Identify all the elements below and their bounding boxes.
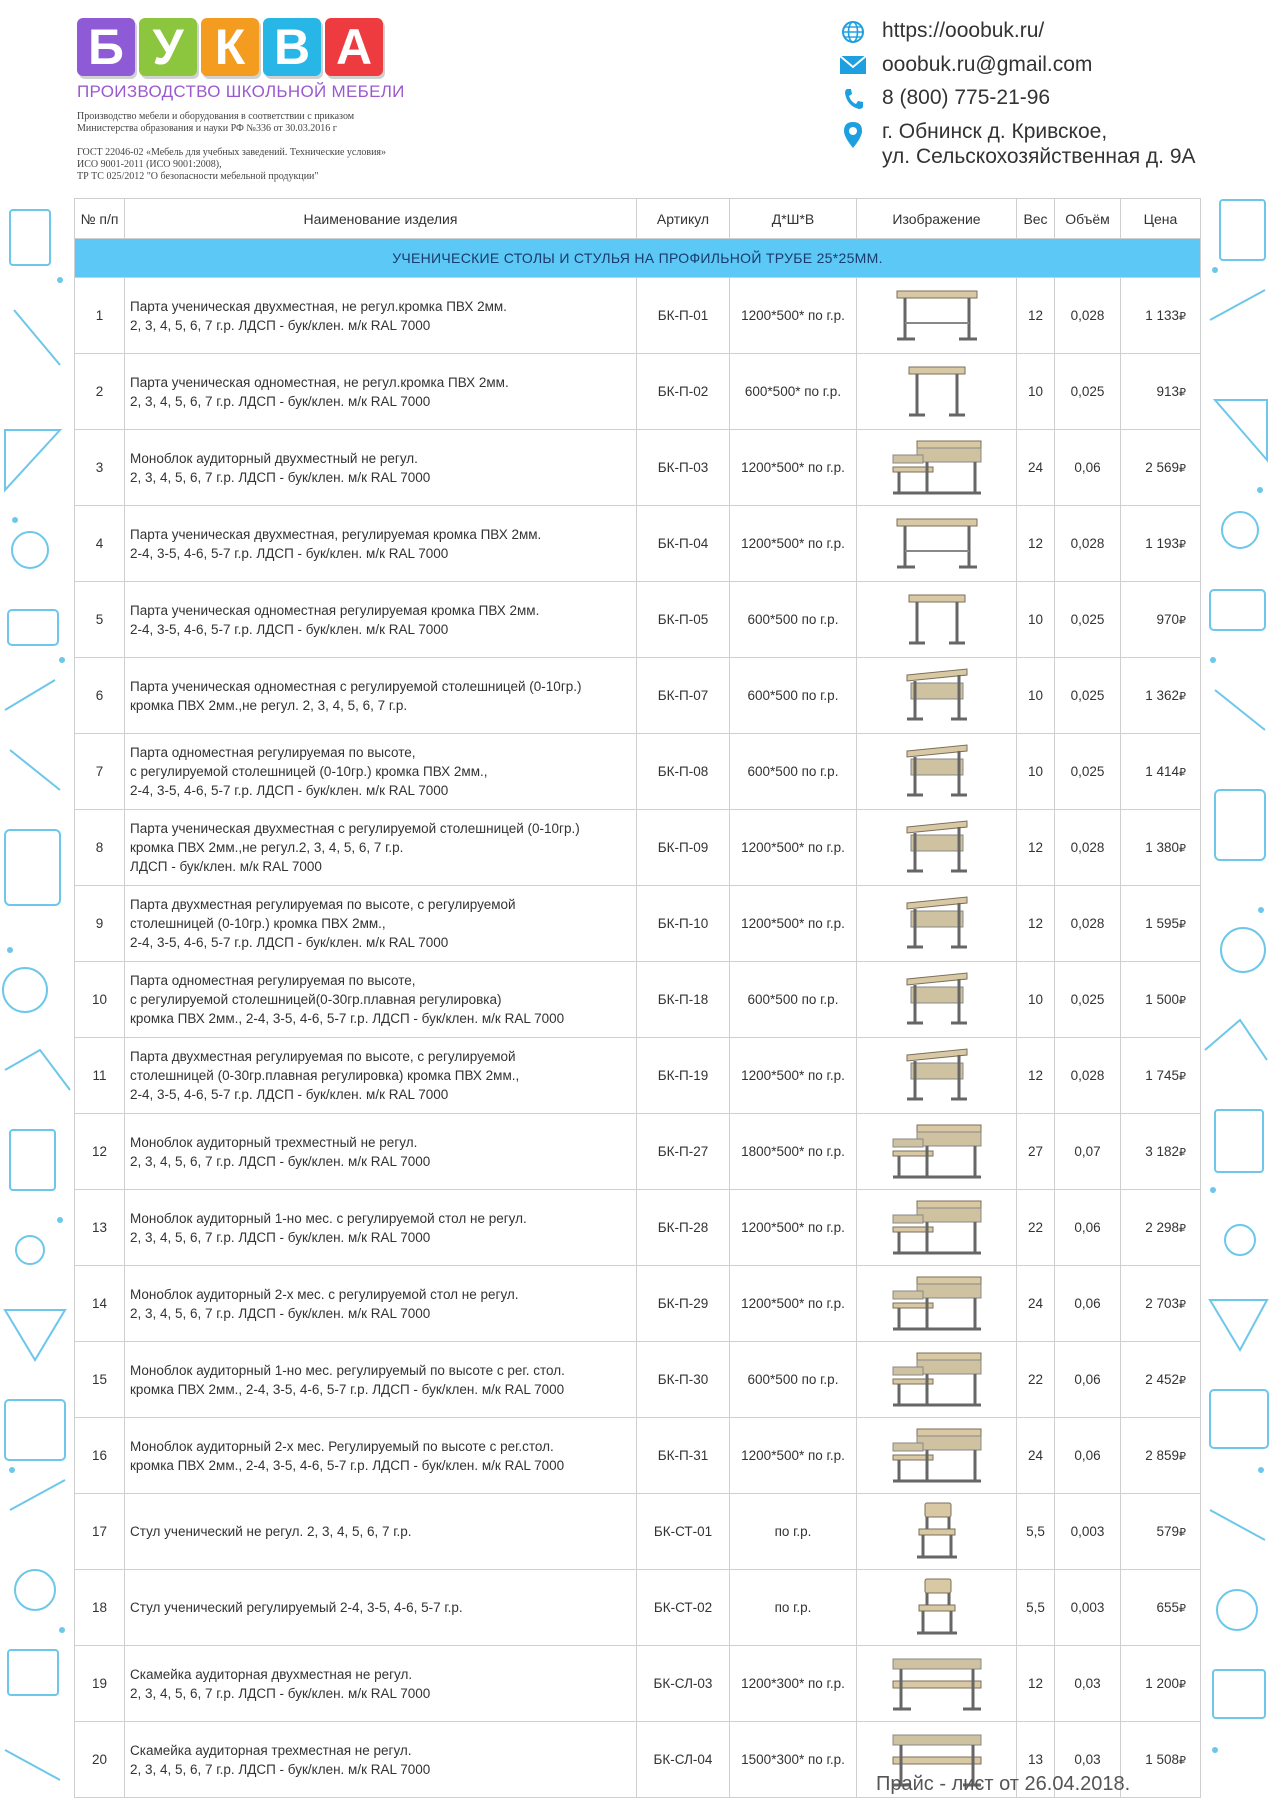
product-article: БК-СТ-01 bbox=[637, 1494, 730, 1570]
currency-sign: ₽ bbox=[1179, 919, 1186, 931]
legal-line: ТР ТС 025/2012 "О безопасности мебельной продукции" bbox=[77, 171, 319, 182]
product-volume: 0,025 bbox=[1055, 582, 1121, 658]
monoblock-icon bbox=[887, 1397, 987, 1412]
desk-tilt-icon bbox=[887, 789, 987, 804]
table-row bbox=[75, 1570, 1201, 1646]
product-dimensions: 1200*300* по г.р. bbox=[730, 1646, 857, 1722]
product-name: Моноблок аудиторный 1-но мес. регулируемый по высоте с рег. стол. кромка ПВХ 2мм., 2-4, 3-5, 4-6, 5-7 г.р. ЛДСП - бук/клен. м/к RAL 7000 bbox=[125, 1342, 637, 1418]
currency-sign: ₽ bbox=[1179, 843, 1186, 855]
logo-letter: В bbox=[263, 18, 321, 76]
row-number: 20 bbox=[75, 1722, 125, 1798]
product-dimensions: 600*500 по г.р. bbox=[730, 658, 857, 734]
price-value: 970 bbox=[1156, 612, 1179, 627]
product-name: Парта ученическая одноместная регулируемая кромка ПВХ 2мм. 2-4, 3-5, 4-6, 5-7 г.р. ЛДСП - бук/клен. м/к RAL 7000 bbox=[125, 582, 637, 658]
chair-icon bbox=[887, 1549, 987, 1564]
product-dimensions: по г.р. bbox=[730, 1494, 857, 1570]
product-article: БК-П-07 bbox=[637, 658, 730, 734]
product-price bbox=[1121, 1722, 1201, 1798]
contact-phone[interactable] bbox=[838, 85, 1196, 111]
header-volume: Объём bbox=[1055, 199, 1121, 239]
product-volume: 0,06 bbox=[1055, 1342, 1121, 1418]
product-name: Парта ученическая двухместная, регулируемая кромка ПВХ 2мм. 2-4, 3-5, 4-6, 5-7 г.р. ЛДСП - бук/клен. м/к RAL 7000 bbox=[125, 506, 637, 582]
currency-sign: ₽ bbox=[1179, 1375, 1186, 1387]
bench-icon bbox=[887, 1701, 987, 1716]
product-name: Скамейка аудиторная двухместная не регул. 2, 3, 4, 5, 6, 7 г.р. ЛДСП - бук/клен. м/к RAL 7000 bbox=[125, 1646, 637, 1722]
desk-single-icon bbox=[887, 637, 987, 652]
product-volume: 0,03 bbox=[1055, 1722, 1121, 1798]
legal-line: ИСО 9001-2011 (ИСО 9001:2008), bbox=[77, 159, 222, 170]
phone-icon bbox=[838, 85, 868, 111]
row-number: 7 bbox=[75, 734, 125, 810]
product-volume: 0,028 bbox=[1055, 506, 1121, 582]
product-article: БК-СЛ-04 bbox=[637, 1722, 730, 1798]
product-price bbox=[1121, 1114, 1201, 1190]
desk-tilt-icon bbox=[887, 1017, 987, 1032]
section-row bbox=[75, 239, 1201, 278]
product-dimensions: 1500*300* по г.р. bbox=[730, 1722, 857, 1798]
product-price bbox=[1121, 810, 1201, 886]
product-volume: 0,025 bbox=[1055, 658, 1121, 734]
product-dimensions: 1200*500* по г.р. bbox=[730, 1190, 857, 1266]
currency-sign: ₽ bbox=[1179, 463, 1186, 475]
product-image bbox=[857, 886, 1017, 962]
price-value: 579 bbox=[1156, 1524, 1179, 1539]
product-name: Стул ученический не регул. 2, 3, 4, 5, 6, 7 г.р. bbox=[125, 1494, 637, 1570]
row-number: 4 bbox=[75, 506, 125, 582]
product-dimensions: 1200*500* по г.р. bbox=[730, 1266, 857, 1342]
product-volume: 0,028 bbox=[1055, 1038, 1121, 1114]
product-price bbox=[1121, 658, 1201, 734]
product-dimensions: 600*500 по г.р. bbox=[730, 1342, 857, 1418]
price-value: 1 595 bbox=[1145, 916, 1179, 931]
row-number: 8 bbox=[75, 810, 125, 886]
row-number: 17 bbox=[75, 1494, 125, 1570]
brand-logo bbox=[77, 18, 405, 102]
table-row bbox=[75, 430, 1201, 506]
row-number: 19 bbox=[75, 1646, 125, 1722]
product-volume: 0,025 bbox=[1055, 734, 1121, 810]
product-weight: 10 bbox=[1017, 734, 1055, 810]
product-image bbox=[857, 1342, 1017, 1418]
product-weight: 13 bbox=[1017, 1722, 1055, 1798]
price-value: 1 133 bbox=[1145, 308, 1179, 323]
product-weight: 10 bbox=[1017, 354, 1055, 430]
table-row bbox=[75, 506, 1201, 582]
product-dimensions: 1200*500* по г.р. bbox=[730, 810, 857, 886]
price-value: 2 703 bbox=[1145, 1296, 1179, 1311]
product-article: БК-П-04 bbox=[637, 506, 730, 582]
product-price bbox=[1121, 430, 1201, 506]
product-price bbox=[1121, 354, 1201, 430]
address-line: ул. Сельскохозяйственная д. 9А bbox=[882, 145, 1196, 168]
product-image bbox=[857, 430, 1017, 506]
product-article: БК-П-28 bbox=[637, 1190, 730, 1266]
table-row bbox=[75, 1114, 1201, 1190]
product-name: Моноблок аудиторный трехместный не регул. 2, 3, 4, 5, 6, 7 г.р. ЛДСП - бук/клен. м/к RAL 7000 bbox=[125, 1114, 637, 1190]
product-image bbox=[857, 582, 1017, 658]
monoblock-icon bbox=[887, 485, 987, 500]
envelope-icon bbox=[838, 52, 868, 76]
product-weight: 5,5 bbox=[1017, 1494, 1055, 1570]
product-price bbox=[1121, 886, 1201, 962]
product-article: БК-П-29 bbox=[637, 1266, 730, 1342]
product-dimensions: 1200*500* по г.р. bbox=[730, 1038, 857, 1114]
price-value: 2 298 bbox=[1145, 1220, 1179, 1235]
table-header bbox=[75, 199, 1201, 239]
product-weight: 22 bbox=[1017, 1342, 1055, 1418]
desk-single-icon bbox=[887, 409, 987, 424]
product-volume: 0,03 bbox=[1055, 1646, 1121, 1722]
product-dimensions: 1200*500* по г.р. bbox=[730, 430, 857, 506]
chair-icon bbox=[887, 1625, 987, 1640]
school-pattern-right bbox=[1195, 190, 1273, 1800]
table-row bbox=[75, 582, 1201, 658]
product-article: БК-П-31 bbox=[637, 1418, 730, 1494]
row-number: 6 bbox=[75, 658, 125, 734]
table-row bbox=[75, 1038, 1201, 1114]
product-dimensions: 1200*500* по г.р. bbox=[730, 278, 857, 354]
header-image: Изображение bbox=[857, 199, 1017, 239]
product-dimensions: по г.р. bbox=[730, 1570, 857, 1646]
product-name: Парта ученическая двухместная, не регул.кромка ПВХ 2мм. 2, 3, 4, 5, 6, 7 г.р. ЛДСП - бук/клен. м/к RAL 7000 bbox=[125, 278, 637, 354]
row-number: 16 bbox=[75, 1418, 125, 1494]
product-article: БК-П-10 bbox=[637, 886, 730, 962]
product-image bbox=[857, 1494, 1017, 1570]
currency-sign: ₽ bbox=[1179, 1527, 1186, 1539]
product-dimensions: 600*500* по г.р. bbox=[730, 354, 857, 430]
price-value: 2 859 bbox=[1145, 1448, 1179, 1463]
desk-tilt-icon bbox=[887, 713, 987, 728]
price-value: 2 569 bbox=[1145, 460, 1179, 475]
product-weight: 5,5 bbox=[1017, 1570, 1055, 1646]
currency-sign: ₽ bbox=[1179, 615, 1186, 627]
row-number: 12 bbox=[75, 1114, 125, 1190]
logo-tiles bbox=[77, 18, 405, 76]
desk-tilt-icon bbox=[887, 941, 987, 956]
product-dimensions: 600*500 по г.р. bbox=[730, 962, 857, 1038]
product-volume: 0,003 bbox=[1055, 1494, 1121, 1570]
row-number: 9 bbox=[75, 886, 125, 962]
product-article: БК-П-27 bbox=[637, 1114, 730, 1190]
product-volume: 0,06 bbox=[1055, 1266, 1121, 1342]
product-volume: 0,025 bbox=[1055, 354, 1121, 430]
contact-phone-text[interactable]: 8 (800) 775-21-96 bbox=[882, 86, 1051, 109]
currency-sign: ₽ bbox=[1179, 1071, 1186, 1083]
price-value: 1 362 bbox=[1145, 688, 1179, 703]
currency-sign: ₽ bbox=[1179, 995, 1186, 1007]
price-value: 1 200 bbox=[1145, 1676, 1179, 1691]
brand-tagline: ПРОИЗВОДСТВО ШКОЛЬНОЙ МЕБЕЛИ bbox=[77, 82, 405, 101]
product-dimensions: 600*500 по г.р. bbox=[730, 582, 857, 658]
product-price bbox=[1121, 1266, 1201, 1342]
product-volume: 0,003 bbox=[1055, 1570, 1121, 1646]
product-price bbox=[1121, 734, 1201, 810]
row-number: 14 bbox=[75, 1266, 125, 1342]
table-body bbox=[75, 278, 1201, 1798]
product-dimensions: 1200*500* по г.р. bbox=[730, 506, 857, 582]
table-row bbox=[75, 1494, 1201, 1570]
product-weight: 12 bbox=[1017, 278, 1055, 354]
product-volume: 0,028 bbox=[1055, 278, 1121, 354]
row-number: 5 bbox=[75, 582, 125, 658]
currency-sign: ₽ bbox=[1179, 1755, 1186, 1767]
product-image bbox=[857, 278, 1017, 354]
price-value: 1 745 bbox=[1145, 1068, 1179, 1083]
product-article: БК-П-08 bbox=[637, 734, 730, 810]
product-name: Моноблок аудиторный 2-х мес. Регулируемый по высоте с рег.стол. кромка ПВХ 2мм., 2-4, 3-5, 4-6, 5-7 г.р. ЛДСП - бук/клен. м/к RAL 7000 bbox=[125, 1418, 637, 1494]
header-weight: Вес bbox=[1017, 199, 1055, 239]
product-volume: 0,025 bbox=[1055, 962, 1121, 1038]
legal-line: Производство мебели и оборудования в соответствии с приказом bbox=[77, 111, 355, 122]
product-volume: 0,07 bbox=[1055, 1114, 1121, 1190]
legal-line: Министерства образования и науки РФ №336 от 30.03.2016 г bbox=[77, 123, 337, 134]
table-row bbox=[75, 278, 1201, 354]
contact-address bbox=[838, 119, 1196, 169]
currency-sign: ₽ bbox=[1179, 1451, 1186, 1463]
price-list-date: Прайс - лист от 26.04.2018. bbox=[876, 1773, 1131, 1795]
product-article: БК-П-30 bbox=[637, 1342, 730, 1418]
product-price bbox=[1121, 1342, 1201, 1418]
currency-sign: ₽ bbox=[1179, 311, 1186, 323]
product-price bbox=[1121, 1038, 1201, 1114]
product-image bbox=[857, 1038, 1017, 1114]
product-price bbox=[1121, 1418, 1201, 1494]
header-price: Цена bbox=[1121, 199, 1201, 239]
logo-letter: Б bbox=[77, 18, 135, 76]
product-name: Парта ученическая одноместная, не регул.кромка ПВХ 2мм. 2, 3, 4, 5, 6, 7 г.р. ЛДСП - бук/клен. м/к RAL 7000 bbox=[125, 354, 637, 430]
section-title: УЧЕНИЧЕСКИЕ СТОЛЫ И СТУЛЬЯ НА ПРОФИЛЬНОЙ ТРУБЕ 25*25ММ. bbox=[75, 239, 1201, 278]
table-row bbox=[75, 810, 1201, 886]
product-price bbox=[1121, 506, 1201, 582]
product-name: Стул ученический регулируемый 2-4, 3-5, 4-6, 5-7 г.р. bbox=[125, 1570, 637, 1646]
product-image bbox=[857, 658, 1017, 734]
row-number: 2 bbox=[75, 354, 125, 430]
product-image bbox=[857, 1190, 1017, 1266]
currency-sign: ₽ bbox=[1179, 1223, 1186, 1235]
product-dimensions: 1800*500* по г.р. bbox=[730, 1114, 857, 1190]
product-volume: 0,028 bbox=[1055, 886, 1121, 962]
logo-letter: А bbox=[325, 18, 383, 76]
desk-tilt-icon bbox=[887, 865, 987, 880]
product-article: БК-П-19 bbox=[637, 1038, 730, 1114]
row-number: 11 bbox=[75, 1038, 125, 1114]
contact-address-text bbox=[882, 119, 1196, 169]
desk-double-icon bbox=[887, 333, 987, 348]
row-number: 10 bbox=[75, 962, 125, 1038]
product-article: БК-СТ-02 bbox=[637, 1570, 730, 1646]
product-volume: 0,06 bbox=[1055, 1418, 1121, 1494]
table-row bbox=[75, 734, 1201, 810]
product-name: Скамейка аудиторная трехместная не регул. 2, 3, 4, 5, 6, 7 г.р. ЛДСП - бук/клен. м/к RAL 7000 bbox=[125, 1722, 637, 1798]
price-table bbox=[74, 198, 1201, 1798]
logo-letter: У bbox=[139, 18, 197, 76]
table-row bbox=[75, 886, 1201, 962]
product-name: Парта ученическая одноместная с регулируемой столешницей (0-10гр.) кромка ПВХ 2мм.,не регул. 2, 3, 4, 5, 6, 7 г.р. bbox=[125, 658, 637, 734]
product-article: БК-П-18 bbox=[637, 962, 730, 1038]
product-name: Парта двухместная регулируемая по высоте, с регулируемой столешницей (0-30гр.плавная регулировка) кромка ПВХ 2мм., 2-4, 3-5, 4-6, 5-7 г.р. ЛДСП - бук/клен. м/к RAL 7000 bbox=[125, 1038, 637, 1114]
price-value: 3 182 bbox=[1145, 1144, 1179, 1159]
product-image bbox=[857, 354, 1017, 430]
currency-sign: ₽ bbox=[1179, 1299, 1186, 1311]
product-weight: 12 bbox=[1017, 506, 1055, 582]
product-image bbox=[857, 1570, 1017, 1646]
product-weight: 12 bbox=[1017, 1038, 1055, 1114]
desk-tilt-icon bbox=[887, 1093, 987, 1108]
monoblock-icon bbox=[887, 1321, 987, 1336]
product-weight: 24 bbox=[1017, 1266, 1055, 1342]
currency-sign: ₽ bbox=[1179, 1679, 1186, 1691]
product-image bbox=[857, 810, 1017, 886]
product-volume: 0,06 bbox=[1055, 1190, 1121, 1266]
product-image bbox=[857, 734, 1017, 810]
product-volume: 0,028 bbox=[1055, 810, 1121, 886]
product-weight: 10 bbox=[1017, 582, 1055, 658]
table-row bbox=[75, 1266, 1201, 1342]
product-weight: 27 bbox=[1017, 1114, 1055, 1190]
price-value: 913 bbox=[1156, 384, 1179, 399]
product-image bbox=[857, 962, 1017, 1038]
product-price bbox=[1121, 962, 1201, 1038]
price-table-wrap bbox=[74, 198, 1200, 1798]
row-number: 3 bbox=[75, 430, 125, 506]
row-number: 15 bbox=[75, 1342, 125, 1418]
table-row bbox=[75, 1418, 1201, 1494]
product-name: Моноблок аудиторный двухместный не регул. 2, 3, 4, 5, 6, 7 г.р. ЛДСП - бук/клен. м/к RAL 7000 bbox=[125, 430, 637, 506]
product-name: Моноблок аудиторный 1-но мес. с регулируемой стол не регул. 2, 3, 4, 5, 6, 7 г.р. ЛДСП - бук/клен. м/к RAL 7000 bbox=[125, 1190, 637, 1266]
product-dimensions: 1200*500* по г.р. bbox=[730, 886, 857, 962]
contact-site-text[interactable]: https://ooobuk.ru/ bbox=[882, 19, 1045, 42]
contact-email[interactable] bbox=[838, 52, 1196, 77]
price-value: 2 452 bbox=[1145, 1372, 1179, 1387]
product-weight: 10 bbox=[1017, 962, 1055, 1038]
product-article: БК-П-03 bbox=[637, 430, 730, 506]
product-name: Парта одноместная регулируемая по высоте, с регулируемой столешницей (0-10гр.) кромка ПВХ 2мм., 2-4, 3-5, 4-6, 5-7 г.р. ЛДСП - бук/клен. м/к RAL 7000 bbox=[125, 734, 637, 810]
monoblock-icon bbox=[887, 1473, 987, 1488]
product-price bbox=[1121, 582, 1201, 658]
contact-site[interactable] bbox=[838, 18, 1196, 44]
product-article: БК-СЛ-03 bbox=[637, 1646, 730, 1722]
location-pin-icon bbox=[838, 119, 868, 149]
product-article: БК-П-01 bbox=[637, 278, 730, 354]
product-price bbox=[1121, 1494, 1201, 1570]
product-price bbox=[1121, 1570, 1201, 1646]
product-weight: 12 bbox=[1017, 810, 1055, 886]
product-weight: 12 bbox=[1017, 886, 1055, 962]
product-image bbox=[857, 1418, 1017, 1494]
currency-sign: ₽ bbox=[1179, 691, 1186, 703]
product-weight: 12 bbox=[1017, 1646, 1055, 1722]
header-article: Артикул bbox=[637, 199, 730, 239]
contact-email-text[interactable]: ooobuk.ru@gmail.com bbox=[882, 53, 1093, 76]
product-price bbox=[1121, 278, 1201, 354]
monoblock-icon bbox=[887, 1169, 987, 1184]
table-row bbox=[75, 658, 1201, 734]
product-image bbox=[857, 1114, 1017, 1190]
row-number: 18 bbox=[75, 1570, 125, 1646]
legal-line: ГОСТ 22046-02 «Мебель для учебных заведений. Технические условия» bbox=[77, 147, 387, 158]
header-num: № п/п bbox=[75, 199, 125, 239]
product-name: Моноблок аудиторный 2-х мес. с регулируемой стол не регул. 2, 3, 4, 5, 6, 7 г.р. ЛДСП - бук/клен. м/к RAL 7000 bbox=[125, 1266, 637, 1342]
product-weight: 22 bbox=[1017, 1190, 1055, 1266]
price-value: 1 380 bbox=[1145, 840, 1179, 855]
product-image bbox=[857, 1646, 1017, 1722]
product-name: Парта двухместная регулируемая по высоте, с регулируемой столешницей (0-10гр.) кромка ПВХ 2мм., 2-4, 3-5, 4-6, 5-7 г.р. ЛДСП - бук/клен. м/к RAL 7000 bbox=[125, 886, 637, 962]
product-article: БК-П-09 bbox=[637, 810, 730, 886]
logo-letter: К bbox=[201, 18, 259, 76]
price-value: 1 414 bbox=[1145, 764, 1179, 779]
product-image bbox=[857, 506, 1017, 582]
contacts-block bbox=[838, 18, 1196, 177]
table-row bbox=[75, 1342, 1201, 1418]
currency-sign: ₽ bbox=[1179, 1147, 1186, 1159]
product-weight: 24 bbox=[1017, 430, 1055, 506]
product-image bbox=[857, 1266, 1017, 1342]
currency-sign: ₽ bbox=[1179, 767, 1186, 779]
address-line: г. Обнинск д. Кривское, bbox=[882, 120, 1108, 143]
product-weight: 10 bbox=[1017, 658, 1055, 734]
product-name: Парта одноместная регулируемая по высоте, с регулируемой столешницей(0-30гр.плавная регулировка) кромка ПВХ 2мм., 2-4, 3-5, 4-6, 5-7 г.р. ЛДСП - бук/клен. м/к RAL 7000 bbox=[125, 962, 637, 1038]
product-price bbox=[1121, 1190, 1201, 1266]
product-volume: 0,06 bbox=[1055, 430, 1121, 506]
table-row bbox=[75, 1646, 1201, 1722]
price-value: 1 193 bbox=[1145, 536, 1179, 551]
desk-double-icon bbox=[887, 561, 987, 576]
product-dimensions: 600*500 по г.р. bbox=[730, 734, 857, 810]
school-pattern-left bbox=[0, 190, 78, 1800]
table-row bbox=[75, 354, 1201, 430]
monoblock-icon bbox=[887, 1245, 987, 1260]
product-price bbox=[1121, 1646, 1201, 1722]
price-value: 655 bbox=[1156, 1600, 1179, 1615]
row-number: 13 bbox=[75, 1190, 125, 1266]
row-number: 1 bbox=[75, 278, 125, 354]
price-value: 1 500 bbox=[1145, 992, 1179, 1007]
table-row bbox=[75, 962, 1201, 1038]
product-dimensions: 1200*500* по г.р. bbox=[730, 1418, 857, 1494]
product-weight: 24 bbox=[1017, 1418, 1055, 1494]
product-name: Парта ученическая двухместная с регулируемой столешницей (0-10гр.) кромка ПВХ 2мм.,не регул.2, 3, 4, 5, 6, 7 г.р. ЛДСП - бук/клен. м/к RAL 7000 bbox=[125, 810, 637, 886]
product-article: БК-П-02 bbox=[637, 354, 730, 430]
header-name: Наименование изделия bbox=[125, 199, 637, 239]
globe-icon bbox=[838, 18, 868, 44]
currency-sign: ₽ bbox=[1179, 1603, 1186, 1615]
product-article: БК-П-05 bbox=[637, 582, 730, 658]
legal-notes bbox=[77, 111, 497, 183]
header-dimensions: Д*Ш*В bbox=[730, 199, 857, 239]
currency-sign: ₽ bbox=[1179, 387, 1186, 399]
currency-sign: ₽ bbox=[1179, 539, 1186, 551]
price-value: 1 508 bbox=[1145, 1752, 1179, 1767]
table-row bbox=[75, 1190, 1201, 1266]
